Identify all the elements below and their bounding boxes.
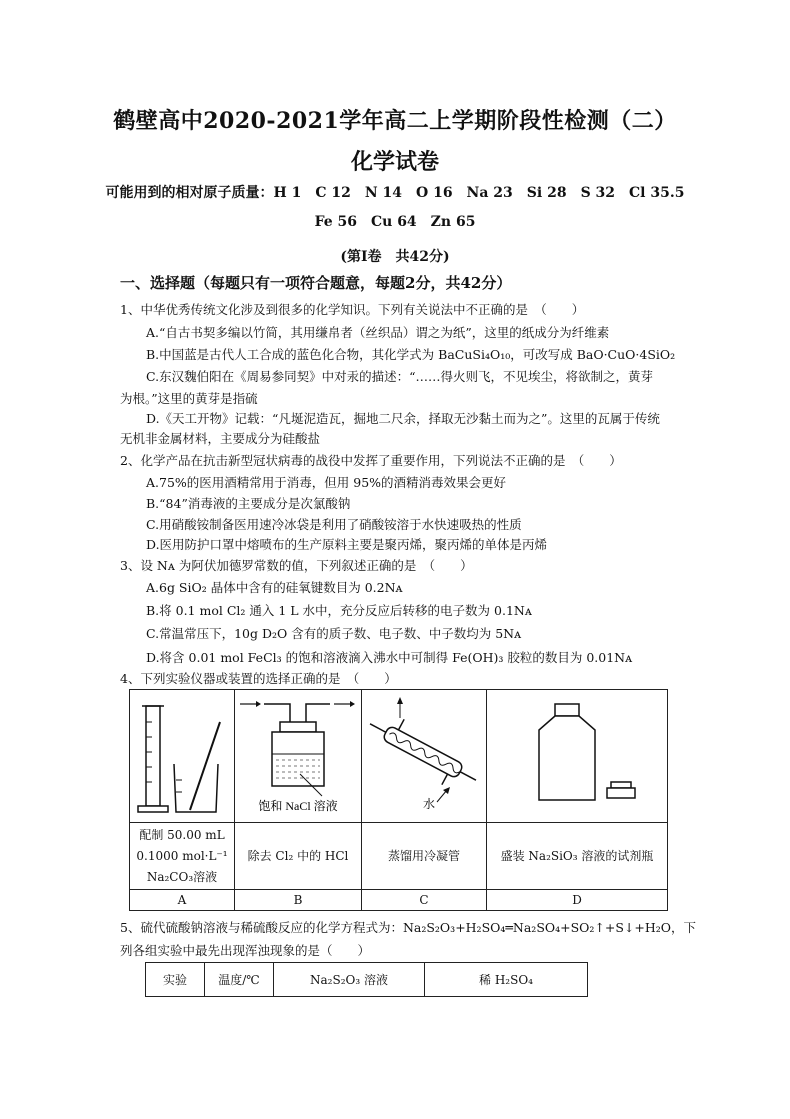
figure-b xyxy=(235,690,362,823)
header-experiment: 实验 xyxy=(146,963,205,997)
condenser-icon xyxy=(363,692,485,820)
q5-stem-cont: 列各组实验中最先出现浑浊现象的是（ ） xyxy=(120,943,371,958)
apparatus-table xyxy=(129,689,668,911)
exam-title: 鹤壁高中2020-2021学年高二上学期阶段性检测（二） xyxy=(113,108,677,134)
q1-option-c-cont: 为根。”这里的黄芽是指硫 xyxy=(120,391,258,406)
header-thiosulfate: Na₂S₂O₃ 溶液 xyxy=(274,963,425,997)
q1-option-d: D.《天工开物》记载：“凡埏泥造瓦，掘地二尺余，择取无沙黏土而为之”。这里的瓦属于传统 xyxy=(146,411,660,426)
option-letter-d: D xyxy=(487,890,668,911)
q2-option-a: A.75%的医用酒精常用于消毒，但用 95%的酒精消毒效果会更好 xyxy=(146,475,507,490)
figure-d xyxy=(487,690,668,823)
q2-option-c: C.用硝酸铵制备医用速冷冰袋是利用了硝酸铵溶于水快速吸热的性质 xyxy=(146,517,522,532)
q3-option-a: A.6g SiO₂ 晶体中含有的硅氧键数目为 0.2Nᴀ xyxy=(146,580,403,595)
gas-washing-bottle-icon xyxy=(236,692,360,820)
q1-option-a: A.“自古书契多编以竹简，其用缣帛者（丝织品）谓之为纸”，这里的纸成分为纤维素 xyxy=(146,325,610,340)
q3-stem: 3、设 Nᴀ 为阿伏加德罗常数的值，下列叙述正确的是 （ ） xyxy=(120,558,473,573)
figure-c-label: 水 xyxy=(422,797,436,811)
q3-option-d: D.将含 0.01 mol FeCl₃ 的饱和溶液滴入沸水中可制得 Fe(OH)₃ 胶粒的数目为 0.01Nᴀ xyxy=(146,650,633,665)
experiment-table xyxy=(145,962,588,997)
caption-c: 蒸馏用冷凝管 xyxy=(362,823,487,890)
q1-option-d-cont: 无机非金属材料，主要成分为硅酸盐 xyxy=(120,431,321,446)
option-letter-b: B xyxy=(235,890,362,911)
volume-heading: (第Ⅰ卷 共42分) xyxy=(340,249,450,265)
header-temperature: 温度/℃ xyxy=(205,963,274,997)
q4-stem: 4、下列实验仪器或装置的选择正确的是 （ ） xyxy=(120,671,397,686)
exam-subject: 化学试卷 xyxy=(350,149,439,175)
graduated-cylinder-beaker-icon xyxy=(132,692,232,820)
caption-d: 盛装 Na₂SiO₃ 溶液的试剂瓶 xyxy=(487,823,668,890)
atomic-mass-line-1: 可能用到的相对原子质量：H 1 C 12 N 14 O 16 Na 23 Si 28 S 32 Cl 35.5 xyxy=(105,185,685,201)
section-heading: 一、选择题（每题只有一项符合题意，每题2分，共42分） xyxy=(120,274,512,292)
q2-stem: 2、化学产品在抗击新型冠状病毒的战役中发挥了重要作用，下列说法不正确的是 （ ） xyxy=(120,453,622,468)
figure-b-label: 饱和 NaCl 溶液 xyxy=(258,799,338,813)
option-letter-a: A xyxy=(130,890,235,911)
caption-a: 配制 50.00 mL 0.1000 mol·L⁻¹ Na₂CO₃溶液 xyxy=(130,823,235,890)
option-letter-c: C xyxy=(362,890,487,911)
q2-option-b: B.“84”消毒液的主要成分是次氯酸钠 xyxy=(146,496,351,511)
caption-b: 除去 Cl₂ 中的 HCl xyxy=(235,823,362,890)
q1-option-c: C.东汉魏伯阳在《周易参同契》中对汞的描述：“……得火则飞，不见埃尘，将欲制之，黄芽 xyxy=(146,369,653,384)
reagent-bottle-icon xyxy=(489,692,665,820)
q5-stem: 5、硫代硫酸钠溶液与稀硫酸反应的化学方程式为：Na₂S₂O₃+H₂SO₄═Na₂SO₄+SO₂↑+S↓+H₂O，下 xyxy=(120,920,697,935)
q1-stem: 1、中华优秀传统文化涉及到很多的化学知识。下列有关说法中不正确的是 （ ） xyxy=(120,302,585,317)
figure-c xyxy=(362,690,487,823)
q2-option-d: D.医用防护口罩中熔喷布的生产原料主要是聚丙烯，聚丙烯的单体是丙烯 xyxy=(146,537,548,552)
q3-option-b: B.将 0.1 mol Cl₂ 通入 1 L 水中，充分反应后转移的电子数为 0.1Nᴀ xyxy=(146,603,532,618)
header-sulfuric-acid: 稀 H₂SO₄ xyxy=(425,963,588,997)
q1-option-b: B.中国蓝是古代人工合成的蓝色化合物，其化学式为 BaCuSi₄O₁₀，可改写成 BaO·CuO·4SiO₂ xyxy=(146,347,676,362)
q3-option-c: C.常温常压下，10g D₂O 含有的质子数、电子数、中子数均为 5Nᴀ xyxy=(146,626,522,641)
atomic-mass-line-2: Fe 56 Cu 64 Zn 65 xyxy=(314,214,476,230)
figure-a xyxy=(130,690,235,823)
